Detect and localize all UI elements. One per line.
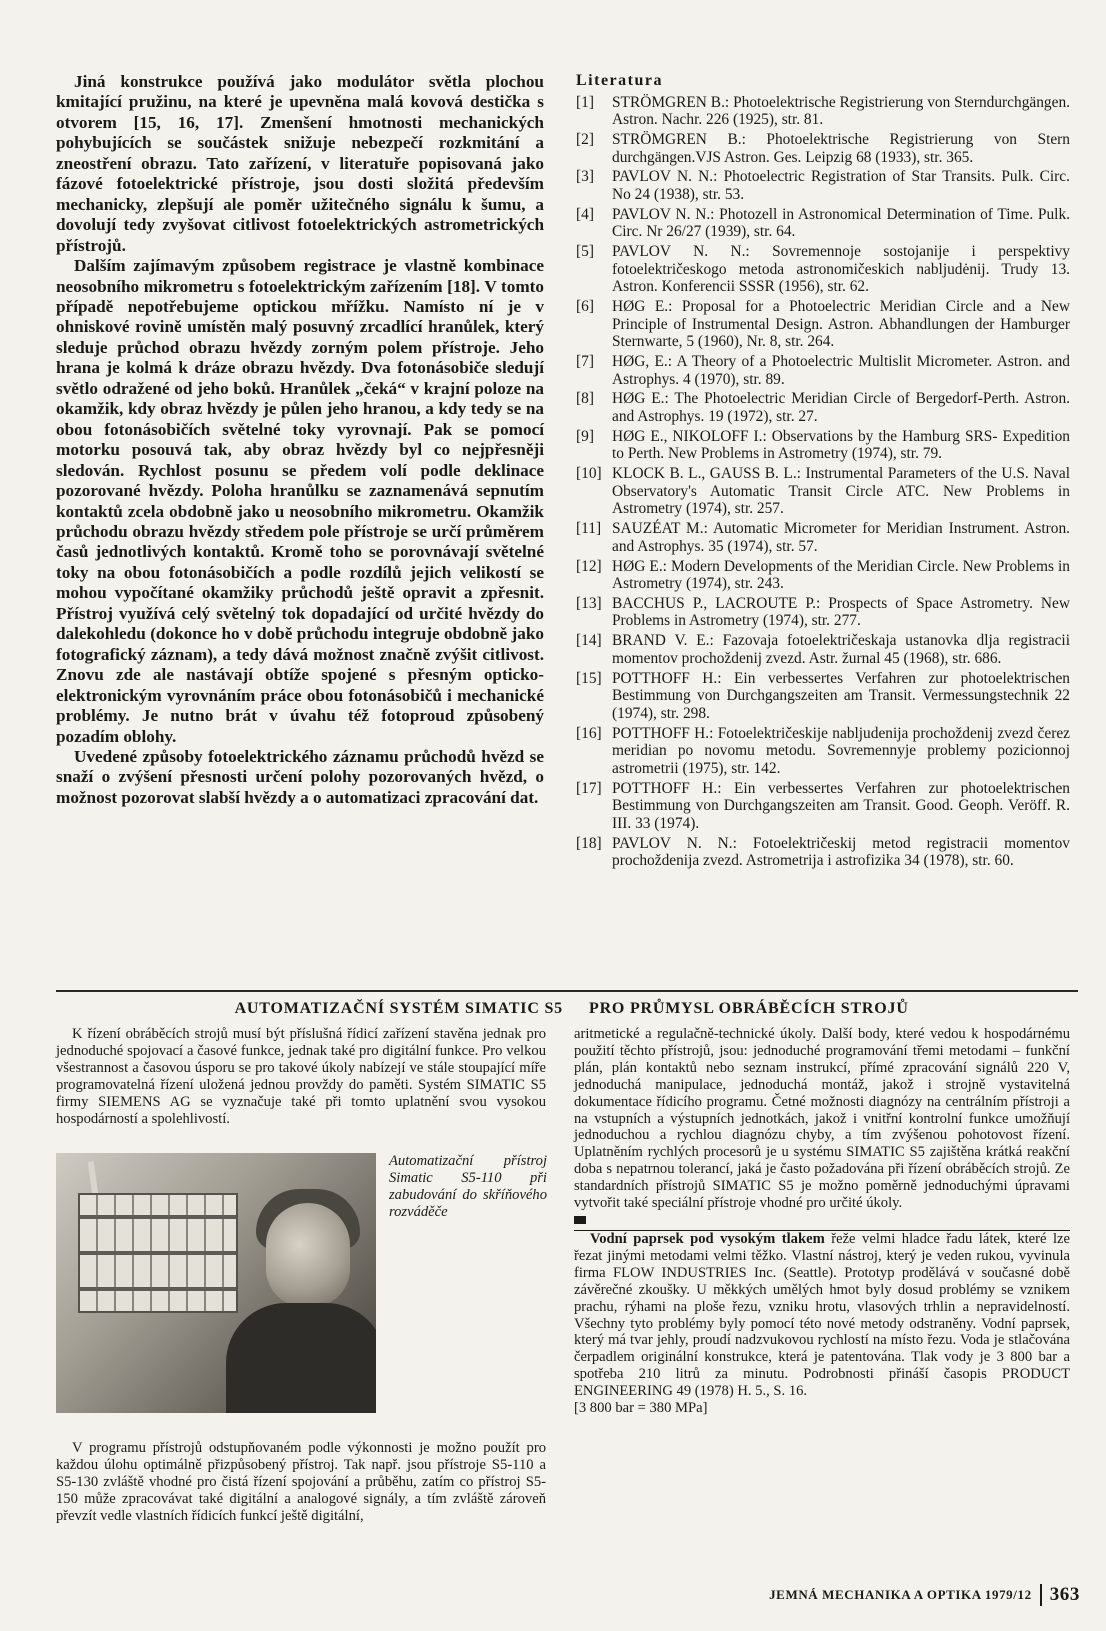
literature-heading: Literatura <box>576 72 663 89</box>
reference-item <box>576 390 1070 425</box>
reference-text: HØG, E.: A Theory of a Photoelectric Multislit Micrometer. Astron. and Astrophys. 4 (1970), str. 89. <box>612 353 1070 388</box>
reference-number: [18] <box>576 834 602 852</box>
reference-text: PAVLOV N. N.: Sovremennoje sostojanije i perspektivy fotoelektričeskogo metoda astronomičeskich nabljudėnij. Trudy 13. Astron. Konferencii SSSR (1956), str. 62. <box>612 243 1070 296</box>
reference-item <box>576 168 1070 203</box>
paragraph: Jiná konstrukce používá jako modulátor světla plochou kmitající pružinu, na které je upevněna malá kovová destička s otvorem [15, 16, 17]. Zmenšení hmotnosti mechanických pohybujících se součástek snižuje nebezpečí rozkmitání a zneostření obrazu. Tato zařízení, v literatuře popisovaná jako fázové fotoelektrické přístroje, jsou dosti složitá především mechanicky, zlepšují ale poměr užitečného signálu k šumu, a dovolují tedy zvyšovat citlivost fotoelektrických astrometrických přístrojů. <box>56 72 544 255</box>
reference-number: [2] <box>576 130 594 148</box>
article-title-part1: AUTOMATIZAČNÍ SYSTÉM SIMATIC S5 <box>234 1000 563 1017</box>
reference-text: PAVLOV N. N.: Photozell in Astronomical Determination of Time. Pulk. Circ. Nr 26/27 (1939), str. 64. <box>612 205 1070 241</box>
reference-item <box>576 780 1070 833</box>
article-intro <box>56 1026 546 1127</box>
reference-text: PAVLOV N. N.: Fotoelektričeskij metod registracii momentov prochoždenija zvezd. Astrometrija i astrofizika 34 (1978), str. 60. <box>612 834 1070 870</box>
reference-item <box>576 94 1070 129</box>
reference-item <box>576 725 1070 778</box>
reference-text: BRAND V. E.: Fazovaja fotoelektričeskaja ustanovka dlja registracii momentov prochoždenij zvezd. Astr. žurnal 45 (1968), str. 686. <box>612 632 1070 667</box>
reference-text: KLOCK B. L., GAUSS B. L.: Instrumental Parameters of the U.S. Naval Observatory's Automatic Transit Circle ATC. New Problems in Astrometry (1974), str. 257. <box>612 465 1070 518</box>
figure-caption: Automatizační přístroj Simatic S5-110 při zabudování do skříňového rozváděče <box>389 1153 547 1220</box>
reference-number: [17] <box>576 779 602 797</box>
rack-slot <box>80 1287 236 1291</box>
reference-number: [16] <box>576 724 602 742</box>
reference-item <box>576 131 1070 166</box>
reference-number: [3] <box>576 168 594 186</box>
reference-item <box>576 632 1070 667</box>
figure <box>56 1153 546 1413</box>
article-title-part2: PRO PRŮMYSL OBRÁBĚCÍCH STROJŮ <box>589 1000 909 1017</box>
reference-text: HØG E.: The Photoelectric Meridian Circle of Bergedorf-Perth. Astron. and Astrophys. 19 (1972), str. 27. <box>612 390 1070 425</box>
reference-text: BACCHUS P., LACROUTE P.: Prospects of Space Astrometry. New Problems in Astrometry (1974), str. 277. <box>612 594 1070 630</box>
reference-text: POTTHOFF H.: Ein verbessertes Verfahren zur photoelektrischen Bestimmung von Durchgangszeiten am Transit. Good. Geoph. Veröff. R. III. 33 (1974). <box>612 779 1070 832</box>
footer-separator <box>1040 1584 1042 1606</box>
reference-item <box>576 465 1070 518</box>
photo-person-body <box>226 1303 376 1413</box>
reference-text: STRÖMGREN B.: Photoelektrische Registrierung von Sterndurchgängen. Astron. Nachr. 226 (1925), str. 81. <box>612 93 1070 129</box>
reference-number: [8] <box>576 390 594 408</box>
reference-item <box>576 243 1070 296</box>
reference-item <box>576 353 1070 388</box>
news-note <box>574 1231 1070 1417</box>
rack-slot <box>80 1251 236 1255</box>
photo-rack <box>78 1193 238 1313</box>
reference-number: [1] <box>576 93 594 111</box>
reference-number: [14] <box>576 632 602 650</box>
reference-item <box>576 835 1070 870</box>
reference-text: STRÖMGREN B.: Photoelektrische Registrierung von Stern durchgängen.VJS Astron. Ges. Leipzig 68 (1933), str. 365. <box>612 130 1070 166</box>
page-number: 363 <box>1049 1584 1080 1605</box>
reference-number: [10] <box>576 465 602 483</box>
reference-text: SAUZÉAT M.: Automatic Micrometer for Meridian Instrument. Astron. and Astrophys. 35 (1974), str. 57. <box>612 520 1070 555</box>
paragraph: Uvedené způsoby fotoelektrického záznamu průchodů hvězd se snaží o zvýšení přesnosti určení polohy pozorovaných hvězd, o možnost pozorovat slabší hvězdy a o automatizaci zpracování dat. <box>56 746 544 807</box>
reference-text: POTTHOFF H.: Ein verbessertes Verfahren zur photoelektrischen Bestimmung von Durchgangszeiten am Transit. Vermessungstechnik 22 (1974), str. 298. <box>612 669 1070 722</box>
reference-number: [12] <box>576 557 602 575</box>
article-body-left <box>56 1440 546 1525</box>
literature-list <box>576 72 1070 872</box>
reference-text: HØG E., NIKOLOFF I.: Observations by the Hamburg SRS- Expedition to Perth. New Problems in Astrometry (1974), str. 79. <box>612 427 1070 463</box>
note-bracket: [3 800 bar = 380 MPa] <box>574 1400 708 1417</box>
article-continued-text <box>56 72 544 808</box>
reference-number: [4] <box>576 205 594 223</box>
page-footer <box>720 1584 1080 1606</box>
section-divider <box>56 990 1078 992</box>
reference-item <box>576 558 1070 593</box>
reference-number: [9] <box>576 427 594 445</box>
reference-text: PAVLOV N. N.: Photoelectric Registration of Star Transits. Pulk. Circ. No 24 (1938), str. 53. <box>612 168 1070 203</box>
note-paragraph <box>574 1231 1070 1400</box>
paragraph: Dalším zajímavým způsobem registrace je vlastně kombinace neosobního mikrometru s fotoelektrickým zařízením [18]. V tomto případě nepotřebujeme optickou mřížku. Namísto ní je v ohniskové rovině umístěn malý posuvný zrcadlící hranůlek, který sleduje průchod obrazu hvězdy zorným polem přístroje. Jeho hrana je kolmá k dráze obrazu hvězdy. Dva fotonásobiče sledují světlo odražené od jeho boků. Hranůlek „čeká“ v krajní poloze na okamžik, kdy obraz hvězdy je půlen jeho hranou, a kdy tedy se na obou fotonásobičích světelné toky vyrovnají. Pak se pomocí motorku posouvá tak, aby obraz hvězdy byl co nejpřesněji sledován. Rychlost posunu se předem volí podle deklinace pozorované hvězdy. Poloha hranůlku se zaznamenává sepnutím kontaktů zcela obdobně jako u neosobního mikrometru. Okamžik průchodu obrazu hvězdy středem pole přístroje se určí průměrem časů jednotlivých kontaktů. Kromě toho se porovnávají světelné toky na obou fotonásobičích a podle rozdílů jejich velikostí se mohou vypočítané okamžiky průchodů ještě opravit a zpřesnit. Přístroj využívá celý světelný tok dopadající od určité hvězdy do dalekohledu (dokonce ho v době průchodu integruje obdobně jako fotografický záznam), a tedy dává možnost značně zvýšit citlivost. Znovu zde ale nastávají obtíže spojené s přesným opticko-elektronickým vyrovnáním práce obou fotonásobičů i mechanické problémy. Je nutno brát v úvahu též fotoproud způsobený pozadím oblohy. <box>56 256 544 746</box>
paragraph: K řízení obráběcích strojů musí být příslušná řídicí zařízení stavěna jednak pro jednoduché spojovací a časové funkce, jednak také pro digitální funkce. Pro velkou všestrannost a časovou úsporu se pro takové úkoly nabízejí ve stále stoupající míře programovatelná řízení uložená jednou provždy do paměti. Systém SIMATIC S5 firmy SIEMENS AG se vyznačuje také při tomto uplatnění svou vysokou hospodárností a spolehlivostí. <box>56 1026 546 1127</box>
article-body-right <box>574 1026 1070 1417</box>
paragraph: V programu přístrojů odstupňovaném podle výkonnosti je možno použít pro každou úlohu optimálně přizpůsobený přístroj. Tak např. jsou přístroje S5-110 a S5-130 zvláště vhodné pro čistá řízení spojování a průběhu, zatím co přístroj S5-150 může zpracovávat také digitální a analogové signály, a tím zvláště zároveň převzít vedle vlastních řídicích funkcí ještě digitální, <box>56 1440 546 1524</box>
reference-number: [6] <box>576 298 594 316</box>
reference-item <box>576 670 1070 723</box>
reference-item <box>576 206 1070 241</box>
reference-text: POTTHOFF H.: Fotoelektričeskije nabljudenija prochoždenij zvezd čerez meridian po novomu metodu. Sovremennyje problemy pozicionnoj astrometrii (1975), str. 142. <box>612 724 1070 777</box>
reference-item <box>576 520 1070 555</box>
journal-name: JEMNÁ MECHANIKA A OPTIKA 1979/12 <box>769 1587 1032 1602</box>
rack-slot <box>80 1215 236 1219</box>
photo-person-head <box>266 1203 350 1307</box>
reference-item <box>576 298 1070 351</box>
note-text: řeže velmi hladce řadu látek, které lze řezat jinými metodami velmi těžko. Vlastní nástroj, který je veden rukou, vyvinula firma FLOW INDUSTRIES Inc. (Seattle). Prototyp prodělává v současné době závěrečné zkoušky. U měkkých umělých hmot byly dosud problémy se vznikem prachu, rýhami na ploše řezu, vzniku hrotu, vlasových trhlin a nepravidelností. Všechny tyto problémy byly pomocí této nové metody odstraněny. Vodní paprsek, který má tvar jehly, proudí nadzvukovou rychlostí na místo řezu. Voda je stlačována čerpadlem originální konstrukce, která je patentována. Tlak vody je 3 800 bar a spotřeba 210 litrů za minutu. Podrobnosti přináší časopis PRODUCT ENGINEERING 49 (1978) H. 5., S. 16. <box>574 1230 1071 1400</box>
reference-number: [7] <box>576 353 594 371</box>
note-marker <box>574 1216 586 1224</box>
reference-number: [11] <box>576 520 602 538</box>
reference-text: HØG E.: Modern Developments of the Meridian Circle. New Problems in Astrometry (1974), str. 243. <box>612 557 1070 593</box>
note-lead: Vodní paprsek pod vysokým tlakem <box>590 1230 825 1247</box>
paragraph: aritmetické a regulačně-technické úkoly. Další body, které vedou k hospodárnému použití těchto přístrojů, jsou: jednoduché programování třemi metodami – funkční plán, plán kontaktů nebo seznam instrukcí, přímé zpracování signálů 220 V, jednoduchá manipulace, jednoduchá montáž, jakož i strojně vystavitelná dokumentace řídicího programu. Četné možnosti diagnózy na centrálním přístroji a na vstupních a výstupních jednotkách, jakož i vnitřní kontrolní funkce umožňují jednoduchou a rychlou diagnózu chyby, a tím zvýšenou pohotovost řízení. Uplatněním rychlých procesorů je u systému SIMATIC S5 zajištěna krátká reakční doba s nepatrnou tolerancí, jaká je často požadována při řízení obráběcích strojů. Ze standardních přístrojů SIMATIC S5 je možno poměrně jednoduchými úpravami vytvořit také speciální přístroje vhodné pro určité úkoly. <box>574 1026 1070 1212</box>
reference-item <box>576 428 1070 463</box>
reference-number: [13] <box>576 594 602 612</box>
reference-item <box>576 595 1070 630</box>
reference-number: [5] <box>576 243 594 261</box>
article-title <box>56 1000 1078 1018</box>
photo-simatic-device <box>56 1153 376 1413</box>
reference-text: HØG E.: Proposal for a Photoelectric Meridian Circle and a New Principle of Instrumental Design. Astron. Abhandlungen der Hamburger Sternwarte, 5 (1960), Nr. 8, str. 264. <box>612 298 1070 351</box>
reference-number: [15] <box>576 669 602 687</box>
